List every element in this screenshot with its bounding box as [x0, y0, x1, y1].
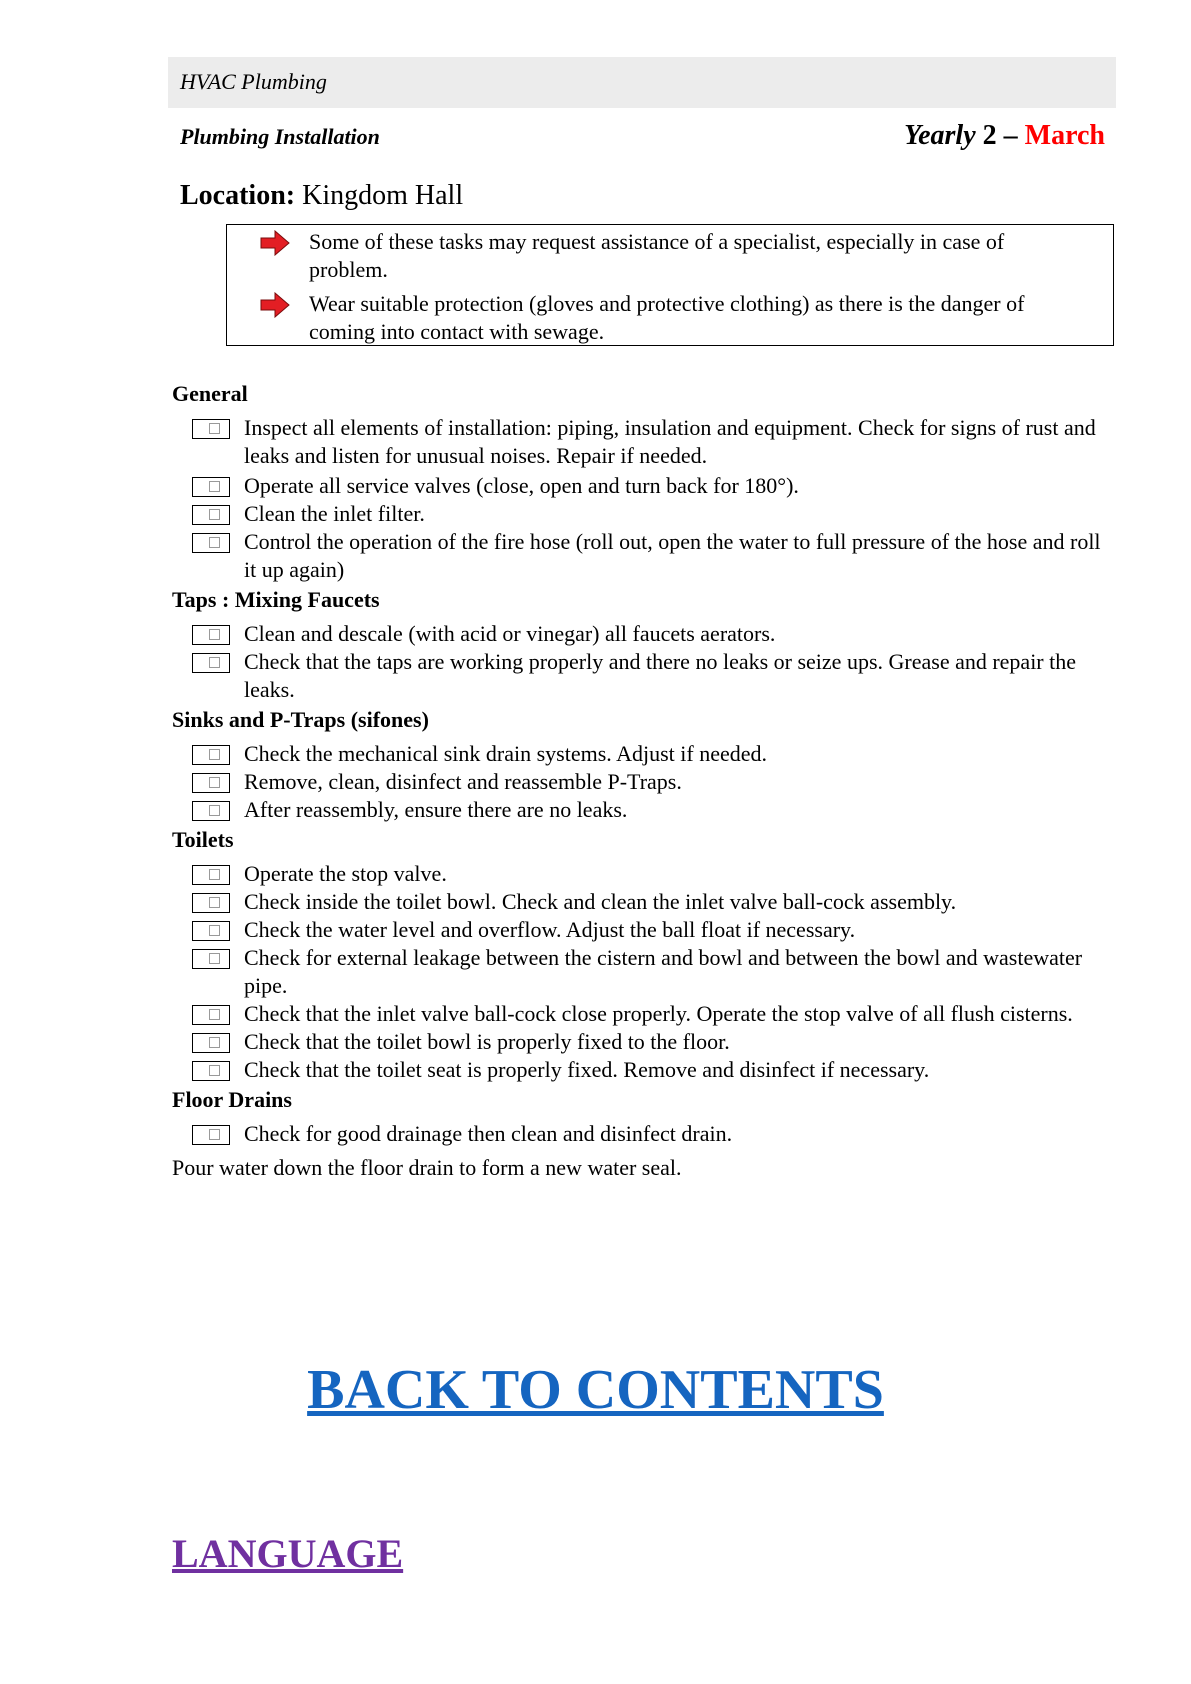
task-item — [172, 500, 1114, 528]
task-text: Clean and descale (with acid or vinegar) all faucets aerators. — [244, 621, 776, 646]
task-text: Check for good drainage then clean and disinfect drain. — [244, 1121, 733, 1146]
section-title-general: General — [172, 381, 248, 406]
checkbox[interactable] — [192, 921, 230, 941]
task-text: After reassembly, ensure there are no leaks. — [244, 797, 628, 822]
notes-box — [226, 224, 1114, 346]
task-text: Control the operation of the fire hose (roll out, open the water to full pressure of the hose and roll it up again) — [244, 529, 1101, 582]
task-text: Check that the inlet valve ball-cock close properly. Operate the stop valve of all flush cisterns. — [244, 1001, 1073, 1026]
location — [180, 180, 463, 212]
note-text: Some of these tasks may request assistance of a specialist, especially in case of problem. — [309, 229, 1005, 282]
checkbox[interactable] — [192, 477, 230, 497]
yearly-label: Yearly — [904, 120, 976, 151]
task-item — [172, 740, 1114, 768]
location-label: Location: — [180, 180, 296, 211]
task-item — [172, 796, 1114, 824]
header-title: HVAC Plumbing — [180, 69, 327, 94]
task-text: Remove, clean, disinfect and reassemble P-Traps. — [244, 769, 682, 794]
checkbox[interactable] — [192, 419, 230, 439]
task-item — [172, 944, 1114, 1000]
task-item — [172, 414, 1114, 470]
task-item — [172, 888, 1114, 916]
task-item — [172, 1000, 1114, 1028]
section-title-floor-drains: Floor Drains — [172, 1087, 292, 1112]
task-item — [172, 916, 1114, 944]
header-bar — [168, 57, 1116, 108]
task-item — [172, 528, 1114, 584]
task-item — [172, 860, 1114, 888]
checkbox[interactable] — [192, 773, 230, 793]
checkbox[interactable] — [192, 533, 230, 553]
checkbox[interactable] — [192, 745, 230, 765]
back-to-contents-link[interactable]: BACK TO CONTENTS — [307, 1359, 884, 1421]
checkbox[interactable] — [192, 625, 230, 645]
task-text: Check that the toilet bowl is properly fixed to the floor. — [244, 1029, 730, 1054]
checkbox[interactable] — [192, 865, 230, 885]
red-arrow-icon — [259, 292, 291, 318]
checkbox[interactable] — [192, 1061, 230, 1081]
task-text: Check for external leakage between the cistern and bowl and between the bowl and wastewater pipe. — [244, 945, 1083, 998]
checkbox[interactable] — [192, 893, 230, 913]
note-text: Wear suitable protection (gloves and protective clothing) as there is the danger of coming into contact with sewage. — [309, 291, 1025, 344]
checkbox[interactable] — [192, 801, 230, 821]
task-item — [172, 1120, 1114, 1148]
note-item — [269, 228, 1081, 284]
task-item — [172, 472, 1114, 500]
yearly-month: March — [1024, 120, 1105, 151]
note-item — [269, 290, 1081, 346]
checkbox[interactable] — [192, 505, 230, 525]
task-item — [172, 768, 1114, 796]
checkbox[interactable] — [192, 949, 230, 969]
red-arrow-icon — [259, 230, 291, 256]
section-title-taps: Taps : Mixing Faucets — [172, 587, 380, 612]
language-link[interactable]: LANGUAGE — [172, 1531, 404, 1576]
task-text: Check the water level and overflow. Adjust the ball float if necessary. — [244, 917, 856, 942]
task-text: Check inside the toilet bowl. Check and clean the inlet valve ball-cock assembly. — [244, 889, 957, 914]
task-text: Operate the stop valve. — [244, 861, 447, 886]
task-item — [172, 1056, 1114, 1084]
section-title-sinks: Sinks and P-Traps (sifones) — [172, 707, 429, 732]
yearly-schedule — [904, 120, 1105, 152]
checkbox[interactable] — [192, 1033, 230, 1053]
task-text: Check the mechanical sink drain systems. Adjust if needed. — [244, 741, 767, 766]
section-title-toilets: Toilets — [172, 827, 234, 852]
task-text: Check that the toilet seat is properly fixed. Remove and disinfect if necessary. — [244, 1057, 930, 1082]
checkbox[interactable] — [192, 653, 230, 673]
task-item — [172, 1028, 1114, 1056]
task-item — [172, 648, 1114, 704]
task-text: Check that the taps are working properly and there no leaks or seize ups. Grease and repair the leaks. — [244, 649, 1077, 702]
location-value: Kingdom Hall — [302, 180, 464, 211]
yearly-number: 2 — [982, 120, 997, 151]
task-text: Clean the inlet filter. — [244, 501, 425, 526]
closing-text: Pour water down the floor drain to form a new water seal. — [172, 1155, 682, 1180]
subheader-title: Plumbing Installation — [180, 124, 380, 149]
yearly-separator: – — [1003, 120, 1018, 151]
checkbox[interactable] — [192, 1005, 230, 1025]
task-item — [172, 620, 1114, 648]
task-text: Inspect all elements of installation: piping, insulation and equipment. Check for signs of rust and leaks and listen for unusual noises. Repair if needed. — [244, 415, 1096, 468]
task-list — [172, 380, 1114, 1182]
checkbox[interactable] — [192, 1125, 230, 1145]
task-text: Operate all service valves (close, open and turn back for 180°). — [244, 473, 799, 498]
